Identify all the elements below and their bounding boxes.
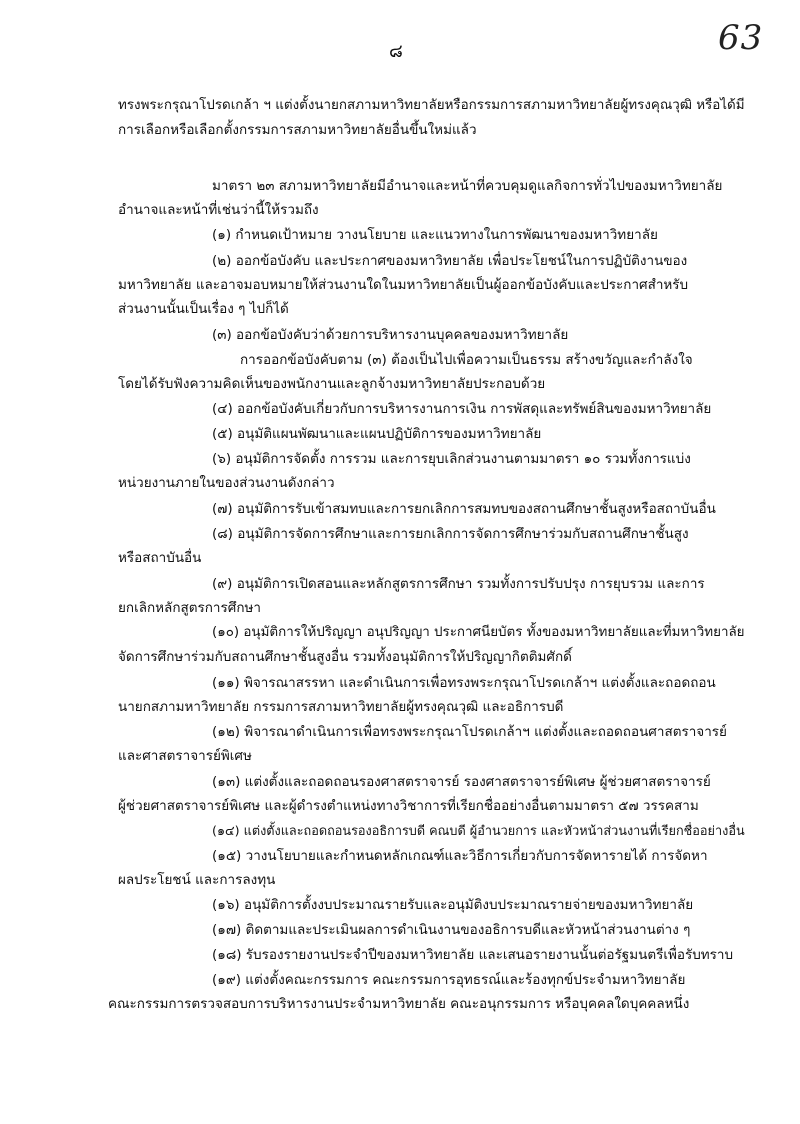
text-line: (๑๑) พิจารณาสรรหา และดำเนินการเพื่อทรงพระกรุณาโปรดเกล้าฯ แต่งตั้งและถอดถอน bbox=[212, 675, 716, 691]
handwritten-page-number: 63 bbox=[718, 18, 764, 58]
text-line: (๖) อนุมัติการจัดตั้ง การรวม และการยุบเลิกส่วนงานตามมาตรา ๑๐ รวมทั้งการแบ่ง bbox=[212, 451, 691, 467]
text-line: ส่วนงานนั้นเป็นเรื่อง ๆ ไปก็ได้ bbox=[118, 301, 289, 317]
text-line: คณะกรรมการตรวจสอบการบริหารงานประจำมหาวิทยาลัย คณะอนุกรรมการ หรือบุคคลใดบุคคลหนึ่ง bbox=[108, 996, 690, 1012]
text-line: (๑๘) รับรองรายงานประจำปีของมหาวิทยาลัย และเสนอรายงานนั้นต่อรัฐมนตรีเพื่อรับทราบ bbox=[212, 947, 734, 963]
text-line: (๔) ออกข้อบังคับเกี่ยวกับการบริหารงานการเงิน การพัสดุและทรัพย์สินของมหาวิทยาลัย bbox=[212, 401, 712, 417]
text-line: การเลือกหรือเลือกตั้งกรรมการสภามหาวิทยาลัยอื่นขึ้นใหม่แล้ว bbox=[118, 122, 477, 138]
text-line: นายกสภามหาวิทยาลัย กรรมการสภามหาวิทยาลัยผู้ทรงคุณวุฒิ และอธิการบดี bbox=[118, 699, 564, 715]
text-line: อำนาจและหน้าที่เช่นว่านี้ให้รวมถึง bbox=[118, 202, 319, 218]
text-line: การออกข้อบังคับตาม (๓) ต้องเป็นไปเพื่อความเป็นธรรม สร้างขวัญและกำลังใจ bbox=[240, 352, 693, 368]
text-line: (๑๖) อนุมัติการตั้งงบประมาณรายรับและอนุมัติงบประมาณรายจ่ายของมหาวิทยาลัย bbox=[212, 897, 694, 913]
text-line: (๑๓) แต่งตั้งและถอดถอนรองศาสตราจารย์ รองศาสตราจารย์พิเศษ ผู้ช่วยศาสตราจารย์ bbox=[212, 774, 711, 790]
text-line: (๕) อนุมัติแผนพัฒนาและแผนปฏิบัติการของมหาวิทยาลัย bbox=[212, 426, 542, 442]
text-line: (๓) ออกข้อบังคับว่าด้วยการบริหารงานบุคคลของมหาวิทยาลัย bbox=[212, 327, 569, 343]
text-line: (๑๒) พิจารณาดำเนินการเพื่อทรงพระกรุณาโปรดเกล้าฯ แต่งตั้งและถอดถอนศาสตราจารย์ bbox=[212, 724, 727, 740]
text-line: (๗) อนุมัติการรับเข้าสมทบและการยกเลิกการสมทบของสถานศึกษาชั้นสูงหรือสถาบันอื่น bbox=[212, 501, 716, 517]
text-line: (๙) อนุมัติการเปิดสอนและหลักสูตรการศึกษา รวมทั้งการปรับปรุง การยุบรวม และการ bbox=[212, 576, 705, 592]
text-line: จัดการศึกษาร่วมกับสถานศึกษาชั้นสูงอื่น รวมทั้งอนุมัติการให้ปริญญากิตติมศักดิ์ bbox=[118, 649, 572, 665]
page-number: ๘ bbox=[389, 41, 403, 62]
text-line: หรือสถาบันอื่น bbox=[118, 550, 202, 566]
text-line: (๑๕) วางนโยบายและกำหนดหลักเกณฑ์และวิธีการเกี่ยวกับการจัดหารายได้ การจัดหา bbox=[212, 848, 708, 864]
text-line: ผลประโยชน์ และการลงทุน bbox=[118, 872, 276, 888]
text-line: (๑) กำหนดเป้าหมาย วางนโยบาย และแนวทางในการพัฒนาของมหาวิทยาลัย bbox=[212, 227, 658, 243]
text-line: (๑๙) แต่งตั้งคณะกรรมการ คณะกรรมการอุทธรณ์และร้องทุกข์ประจำมหาวิทยาลัย bbox=[212, 972, 686, 988]
text-line: ยกเลิกหลักสูตรการศึกษา bbox=[118, 600, 261, 616]
text-line: (๒) ออกข้อบังคับ และประกาศของมหาวิทยาลัย เพื่อประโยชน์ในการปฏิบัติงานของ bbox=[212, 253, 688, 269]
text-line: ผู้ช่วยศาสตราจารย์พิเศษ และผู้ดำรงตำแหน่งทางวิชาการที่เรียกชื่ออย่างอื่นตามมาตรา ๕๗ วรรคสาม bbox=[118, 798, 699, 814]
text-line: และศาสตราจารย์พิเศษ bbox=[118, 748, 252, 764]
text-line: หน่วยงานภายในของส่วนงานดังกล่าว bbox=[118, 475, 335, 491]
text-line: โดยได้รับฟังความคิดเห็นของพนักงานและลูกจ้างมหาวิทยาลัยประกอบด้วย bbox=[118, 376, 546, 392]
text-line: มหาวิทยาลัย และอาจมอบหมายให้ส่วนงานใดในมหาวิทยาลัยเป็นผู้ออกข้อบังคับและประกาศสำหรับ bbox=[118, 277, 689, 293]
text-line: ทรงพระกรุณาโปรดเกล้า ฯ แต่งตั้งนายกสภามหาวิทยาลัยหรือกรรมการสภามหาวิทยาลัยผู้ทรงคุณวุฒิ หรือได้มี bbox=[118, 98, 745, 113]
text-line: มาตรา ๒๓ สภามหาวิทยาลัยมีอำนาจและหน้าที่ควบคุมดูแลกิจการทั่วไปของมหาวิทยาลัย bbox=[212, 178, 723, 194]
text-line: (๘) อนุมัติการจัดการศึกษาและการยกเลิกการจัดการศึกษาร่วมกับสถานศึกษาชั้นสูง bbox=[212, 526, 689, 542]
text-line: (๑๐) อนุมัติการให้ปริญญา อนุปริญญา ประกาศนียบัตร ทั้งของมหาวิทยาลัยและที่มหาวิทยาลัย bbox=[212, 625, 745, 640]
text-line: (๑๗) ติดตามและประเมินผลการดำเนินงานของอธิการบดีและหัวหน้าส่วนงานต่าง ๆ bbox=[212, 922, 691, 938]
text-line: (๑๔) แต่งตั้งและถอดถอนรองอธิการบดี คณบดี ผู้อำนวยการ และหัวหน้าส่วนงานที่เรียกชื่ออย่างอื่น bbox=[212, 823, 745, 838]
